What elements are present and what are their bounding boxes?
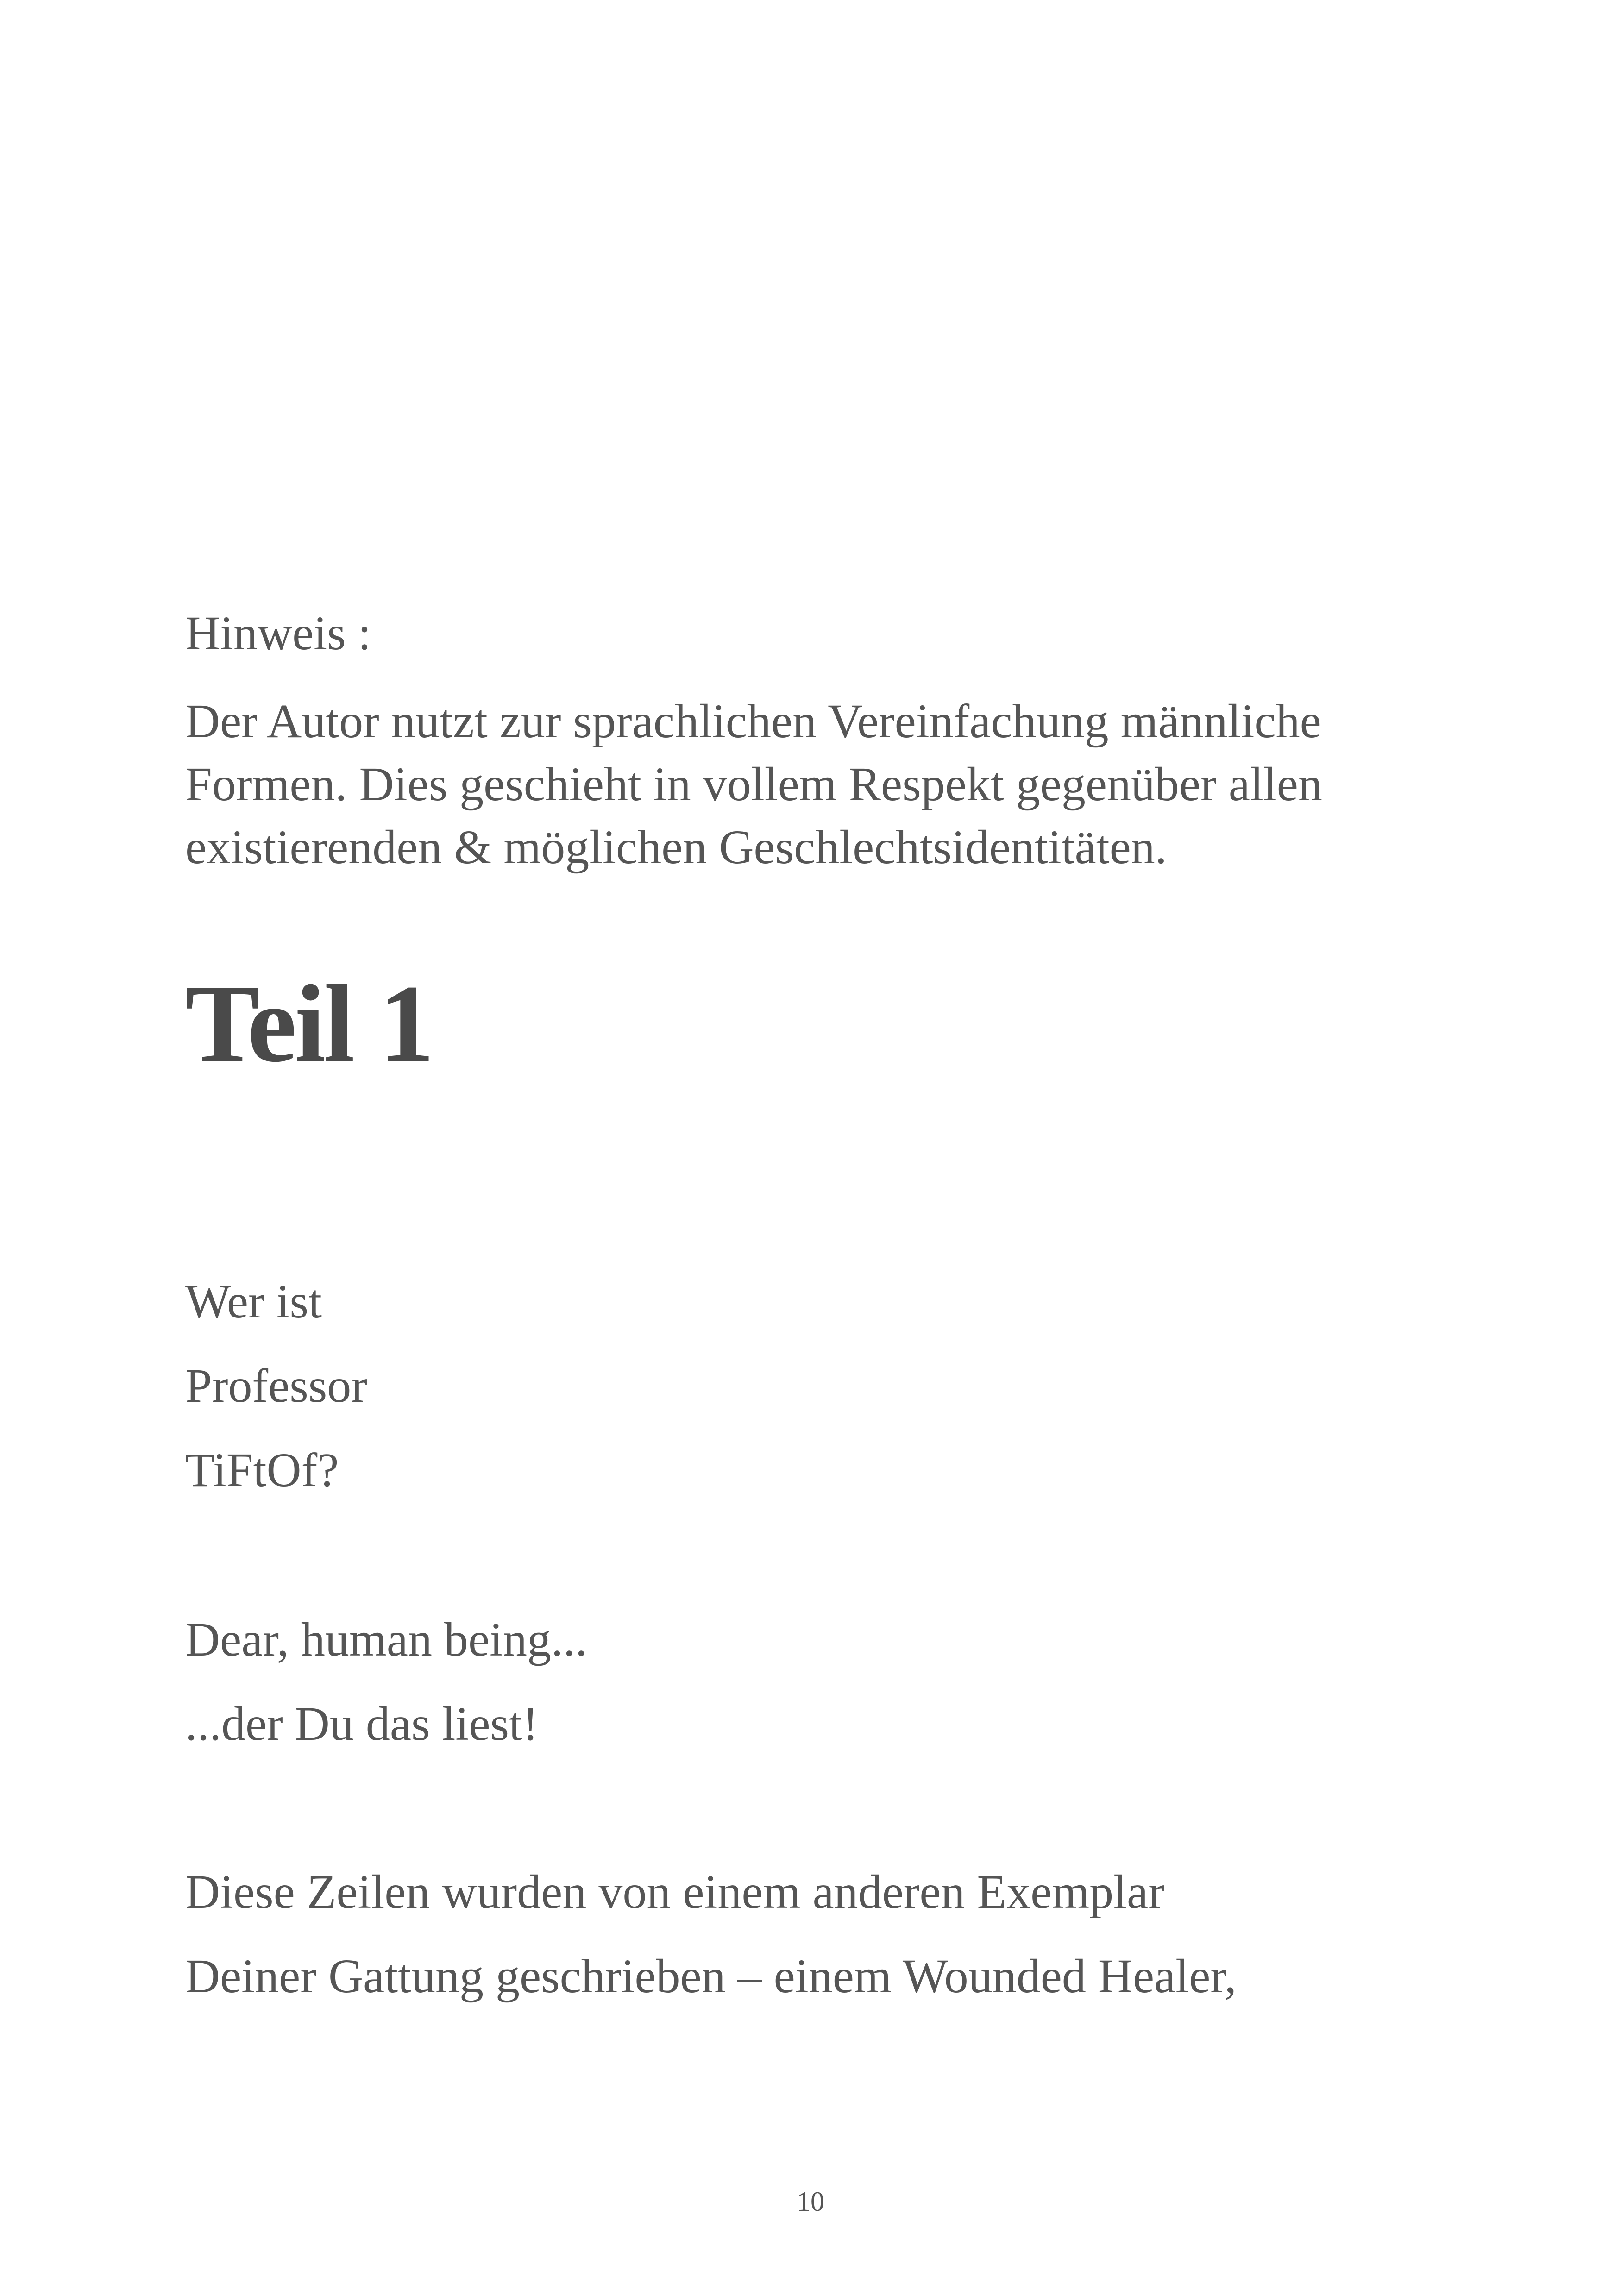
- section-heading: Teil 1: [185, 962, 433, 1085]
- page-number: 10: [797, 2186, 824, 2217]
- body-paragraph: [185, 1850, 1482, 2019]
- question-line: TiFtOf?: [185, 1443, 339, 1497]
- greeting-block: [185, 1598, 1482, 1766]
- note-label: Hinweis :: [185, 607, 371, 660]
- body-line: Diese Zeilen wurden von einem anderen Exemplar: [185, 1865, 1164, 1919]
- question-line: Professor: [185, 1359, 367, 1412]
- note-line: existierenden & möglichen Geschlechtsidentitäten.: [185, 821, 1167, 874]
- question-block: [185, 1260, 1482, 1512]
- greeting-line: Dear, human being...: [185, 1613, 588, 1666]
- body-line: Deiner Gattung geschrieben – einem Wounded Healer,: [185, 1950, 1237, 2003]
- note-line: Formen. Dies geschieht in vollem Respekt gegenüber allen: [185, 758, 1322, 811]
- note-line: Der Autor nutzt zur sprachlichen Vereinfachung männliche: [185, 695, 1321, 748]
- greeting-line: ...der Du das liest!: [185, 1697, 539, 1750]
- note-paragraph: [185, 690, 1482, 879]
- question-line: Wer ist: [185, 1275, 322, 1328]
